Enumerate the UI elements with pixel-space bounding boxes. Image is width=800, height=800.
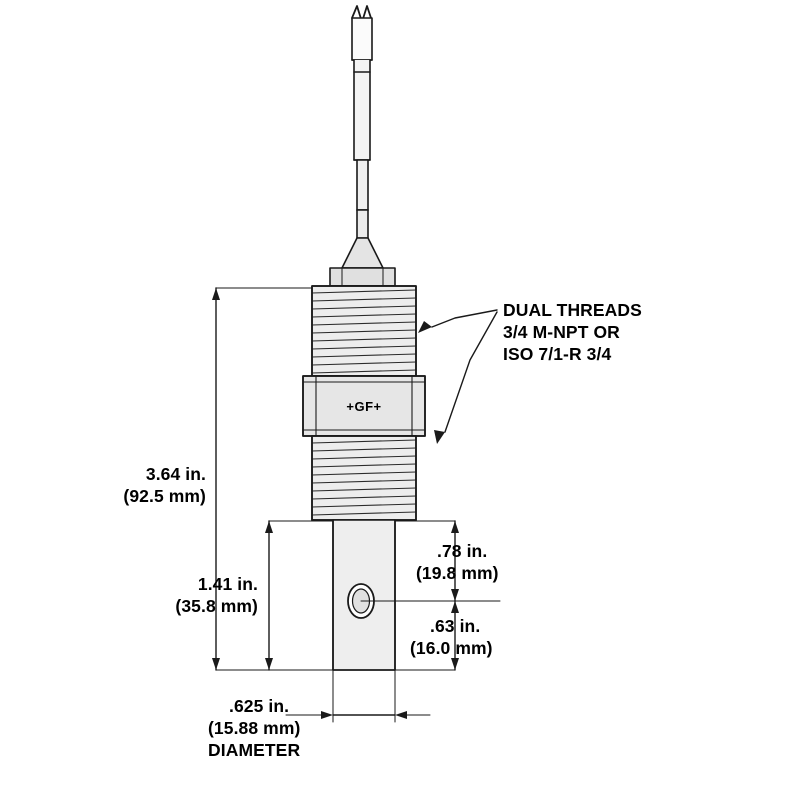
top-shoulder — [330, 268, 395, 286]
upper-thread-section — [312, 286, 416, 376]
dim-stem-diameter-line2: (15.88 mm) — [208, 718, 301, 738]
callout-dual-threads-line1: DUAL THREADS — [503, 300, 642, 320]
upper-stem — [357, 160, 368, 210]
dim-hole-from-bottom-line1: .63 in. — [430, 616, 481, 636]
dim-stem-diameter-line3: DIAMETER — [208, 740, 301, 760]
dim-insertion-length-line1: 1.41 in. — [197, 574, 258, 594]
dim-hole-from-top-line2: (19.8 mm) — [416, 563, 499, 583]
callout-leader-lines — [418, 310, 497, 444]
dim-stem-diameter-line1: .625 in. — [229, 696, 290, 716]
dim-overall-length-line1: 3.64 in. — [145, 464, 206, 484]
callout-dual-threads-line2: 3/4 M-NPT OR — [503, 322, 620, 342]
sensor-stem — [333, 520, 395, 670]
callout-dual-threads-line3: ISO 7/1-R 3/4 — [503, 344, 612, 364]
dim-insertion-length — [265, 521, 333, 670]
brand-mark-gf: +GF+ — [346, 399, 382, 414]
dim-stem-diameter — [286, 670, 430, 722]
cable-shaft — [352, 18, 372, 160]
cone-transition — [342, 210, 383, 268]
dim-overall-length-line2: (92.5 mm) — [123, 486, 206, 506]
dim-hole-from-bottom-line2: (16.0 mm) — [410, 638, 493, 658]
dim-hole-from-top-line1: .78 in. — [437, 541, 488, 561]
lower-thread-section — [312, 436, 416, 520]
dim-insertion-length-line2: (35.8 mm) — [175, 596, 258, 616]
